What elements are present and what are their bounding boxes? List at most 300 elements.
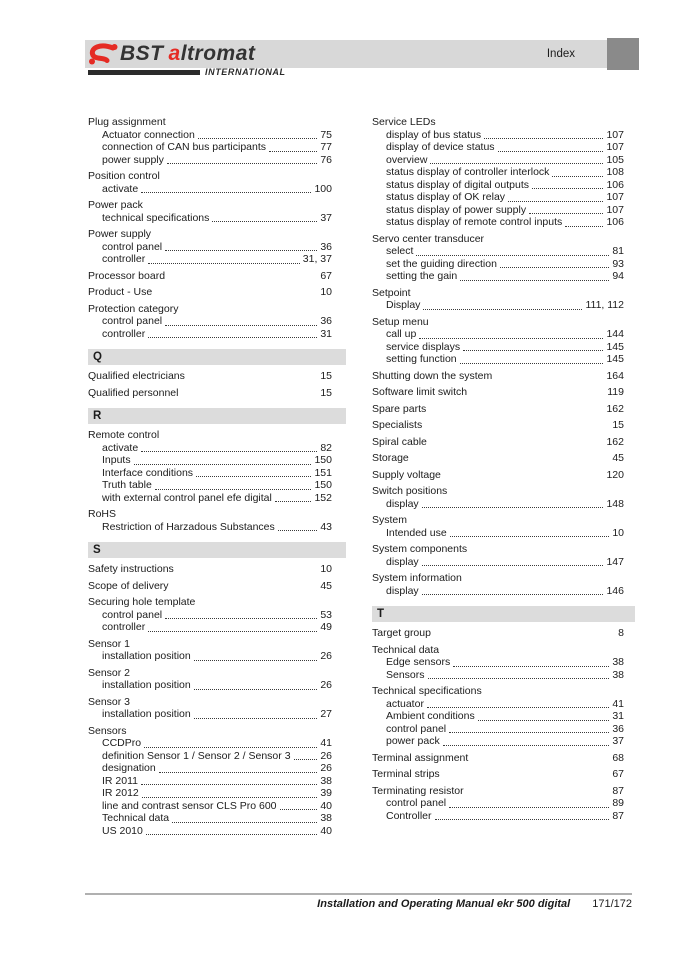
- index-entry-label: Terminal assignment: [372, 751, 469, 764]
- index-entry-label: Display: [386, 299, 421, 311]
- index-subentry: [88, 442, 346, 455]
- index-subentry: [372, 166, 635, 179]
- index-entry-label: Switch positions: [372, 485, 448, 497]
- index-entry: [372, 436, 635, 449]
- index-page-number: 40: [320, 799, 332, 812]
- index-subentry: [372, 154, 635, 167]
- dot-leader: [141, 192, 311, 193]
- index-subentry: [88, 609, 346, 622]
- index-entry: [88, 596, 346, 609]
- index-entry-label: Terminating resistor: [372, 784, 464, 797]
- index-page-number: 67: [612, 768, 624, 780]
- index-entry-label: status display of OK relay: [386, 191, 506, 203]
- index-entry: [88, 563, 346, 576]
- index-entry-label: Setup menu: [372, 315, 429, 328]
- bst-altromat-logo: [88, 42, 288, 77]
- dot-leader: [508, 201, 603, 202]
- dot-leader: [460, 363, 604, 364]
- index-entry-label: Technical specifications: [372, 685, 482, 697]
- bst-swoosh-icon: [88, 42, 118, 66]
- index-subentry: [88, 479, 346, 492]
- dot-leader: [141, 451, 317, 452]
- index-entry: [88, 370, 346, 383]
- index-page-number: 37: [320, 211, 332, 224]
- index-entry-label: System: [372, 514, 408, 526]
- index-entry: [88, 696, 346, 709]
- index-entry-label: Scope of delivery: [88, 579, 169, 592]
- index-entry-label: Restriction of Harzadous Substances: [102, 520, 275, 533]
- dot-leader: [165, 250, 317, 251]
- index-page-number: 26: [320, 650, 332, 662]
- index-page-number: 119: [607, 386, 624, 398]
- index-subentry: [372, 656, 635, 669]
- index-entry-label: status display of controller interlock: [386, 166, 550, 178]
- index-subentry: [88, 800, 346, 813]
- dot-leader: [172, 822, 317, 823]
- index-subentry: [88, 708, 346, 721]
- index-entry: [372, 233, 635, 246]
- index-entry-label: Inputs: [102, 454, 131, 466]
- index-entry-label: technical specifications: [102, 211, 210, 224]
- index-page-number: 38: [612, 668, 624, 681]
- index-subentry: [88, 787, 346, 800]
- index-entry-label: controller: [102, 327, 146, 340]
- index-entry-label: Sensors: [88, 724, 127, 737]
- index-page-number: 108: [606, 166, 624, 178]
- dot-leader: [422, 507, 604, 508]
- index-entry-label: Specialists: [372, 419, 423, 431]
- index-page-number: 10: [320, 286, 332, 298]
- index-entry-label: Sensor 2: [88, 666, 131, 679]
- index-subentry: [372, 797, 635, 810]
- index-entry-label: Spare parts: [372, 402, 427, 415]
- index-entry-label: select: [386, 245, 414, 257]
- index-page-number: 68: [612, 751, 624, 764]
- index-subentry: [88, 467, 346, 480]
- index-entry-label: Remote control: [88, 429, 160, 441]
- index-entry: [88, 508, 346, 521]
- index-page-number: 38: [320, 812, 332, 824]
- index-entry: [372, 419, 635, 432]
- index-page-number: 89: [612, 797, 624, 809]
- index-entry-label: Storage: [372, 452, 409, 464]
- index-entry: [88, 228, 346, 241]
- logo-underline-bar: [88, 70, 200, 75]
- index-entry-label: IR 2011: [102, 774, 138, 787]
- index-subentry: [372, 204, 635, 217]
- index-entry-label: Qualified personnel: [88, 386, 179, 399]
- index-entry: [372, 403, 635, 416]
- index-entry: [372, 485, 635, 498]
- index-page-number: 100: [314, 182, 332, 195]
- dot-leader: [159, 772, 318, 773]
- index-entry-label: set the guiding direction: [386, 257, 497, 270]
- dot-leader: [498, 151, 604, 152]
- index-subentry: [88, 825, 346, 838]
- index-subentry: [88, 454, 346, 467]
- index-entry-label: activate: [102, 182, 139, 195]
- dot-leader: [167, 163, 317, 164]
- logo-altromat: altromat: [168, 42, 256, 65]
- index-entry-label: display: [386, 555, 419, 568]
- index-entry: [372, 452, 635, 465]
- dot-leader: [449, 807, 609, 808]
- index-column-right: [372, 112, 635, 822]
- index-entry: [372, 752, 635, 765]
- index-entry-label: Actuator connection: [102, 128, 195, 141]
- index-subentry: [372, 129, 635, 142]
- index-subentry: [372, 328, 635, 341]
- index-entry-label: display of device status: [386, 141, 495, 153]
- index-entry-label: power supply: [102, 153, 164, 166]
- dot-leader: [196, 476, 311, 477]
- index-page-number: 31: [320, 327, 332, 340]
- index-entry: [88, 580, 346, 593]
- index-entry-label: control panel: [386, 797, 447, 809]
- footer: [85, 898, 632, 910]
- index-entry-label: definition Sensor 1 / Sensor 2 / Sensor 3: [102, 749, 291, 762]
- dot-leader: [194, 718, 318, 719]
- index-page-number: 41: [320, 737, 332, 749]
- index-entry-label: installation position: [102, 679, 191, 691]
- index-subentry: [88, 154, 346, 167]
- index-subentry: [372, 669, 635, 682]
- index-entry-label: overview: [386, 153, 428, 166]
- index-page-number: 87: [612, 809, 624, 822]
- index-subentry: [372, 810, 635, 823]
- dot-leader: [148, 263, 300, 264]
- index-subentry: [88, 621, 346, 634]
- index-page-number: 93: [612, 257, 624, 270]
- index-subentry: [88, 521, 346, 534]
- index-page-number: 150: [314, 479, 332, 491]
- dot-leader: [165, 618, 317, 619]
- index-entry-label: IR 2012: [102, 787, 139, 799]
- index-page-number: 76: [320, 153, 332, 166]
- footer-manual-title: Installation and Operating Manual ekr 500 digital: [317, 898, 571, 910]
- index-entry-label: RoHS: [88, 508, 117, 520]
- dot-leader: [443, 745, 610, 746]
- index-entry-label: control panel: [102, 608, 163, 621]
- logo-wordmark: [120, 42, 255, 66]
- index-entry-label: Plug assignment: [88, 116, 166, 128]
- index-entry-label: call up: [386, 328, 417, 340]
- index-page-number: 43: [320, 520, 332, 533]
- index-entry-label: System information: [372, 572, 462, 584]
- index-page-number: 31, 37: [302, 253, 332, 265]
- dot-leader: [144, 747, 317, 748]
- dot-leader: [427, 707, 609, 708]
- index-subentry: [372, 141, 635, 154]
- index-subentry: [372, 498, 635, 511]
- index-page-number: 145: [606, 340, 624, 353]
- dot-leader: [422, 565, 604, 566]
- dot-leader: [500, 267, 609, 268]
- index-page-number: 8: [618, 627, 624, 639]
- dot-leader: [148, 631, 317, 632]
- index-subentry: [372, 735, 635, 748]
- index-subentry: [88, 129, 346, 142]
- index-entry-label: Software limit switch: [372, 386, 468, 398]
- index-page-number: 152: [314, 491, 332, 504]
- index-page-number: 106: [606, 178, 624, 191]
- dot-leader: [212, 221, 317, 222]
- index-entry-label: Securing hole template: [88, 596, 196, 608]
- index-page-number: 10: [612, 526, 624, 539]
- dot-leader: [423, 309, 582, 310]
- index-entry: [88, 667, 346, 680]
- index-page-number: 10: [320, 563, 332, 575]
- index-entry-label: System components: [372, 543, 468, 555]
- index-section-header: R: [88, 408, 346, 424]
- index-entry-label: Power pack: [88, 199, 143, 211]
- footer-divider: [85, 893, 632, 895]
- index-entry-label: Protection category: [88, 302, 179, 315]
- index-page-number: 81: [612, 245, 624, 257]
- index-entry: [88, 638, 346, 651]
- index-page-number: 37: [612, 735, 624, 747]
- index-page-number: 27: [320, 708, 332, 720]
- index-entry-label: Supply voltage: [372, 468, 441, 481]
- index-entry-label: Sensors: [386, 668, 425, 681]
- index-page-number: 151: [314, 466, 332, 479]
- index-subentry: [372, 216, 635, 229]
- index-page-number: 75: [320, 128, 332, 141]
- logo-bst: BST: [120, 42, 164, 65]
- index-entry-label: Technical data: [102, 812, 170, 824]
- index-entry-label: Sensor 1: [88, 637, 131, 650]
- dot-leader: [460, 280, 609, 281]
- index-entry-label: setting the gain: [386, 270, 458, 282]
- index-page-number: 38: [612, 656, 624, 668]
- index-entry: [88, 387, 346, 400]
- index-entry-label: Product - Use: [88, 286, 153, 298]
- dot-leader: [430, 163, 603, 164]
- index-entry-label: display: [386, 497, 419, 510]
- index-entry-label: Setpoint: [372, 286, 411, 299]
- dot-leader: [142, 797, 318, 798]
- index-page-number: 107: [606, 128, 624, 141]
- index-column-left: [88, 112, 346, 837]
- index-entry-label: Processor board: [88, 269, 166, 282]
- index-page-number: 53: [320, 608, 332, 621]
- index-entry-label: Safety instructions: [88, 563, 174, 575]
- index-page-number: 162: [606, 402, 624, 415]
- index-entry-label: designation: [102, 762, 156, 774]
- page-section-title: Index: [546, 48, 575, 60]
- index-page-number: 164: [606, 369, 624, 382]
- index-page-number: 41: [612, 697, 624, 710]
- index-entry-label: control panel: [102, 315, 163, 327]
- dot-leader: [435, 819, 610, 820]
- index-page-number: 105: [606, 153, 624, 166]
- index-page-number: 38: [320, 774, 332, 787]
- index-subentry: [88, 328, 346, 341]
- index-page-number: 111, 112: [585, 299, 624, 311]
- index-entry-label: Controller: [386, 809, 432, 822]
- dot-leader: [529, 213, 603, 214]
- index-page-number: 26: [320, 679, 332, 691]
- index-entry-label: Truth table: [102, 479, 152, 491]
- index-page-number: 15: [320, 370, 332, 382]
- index-section-header: Q: [88, 349, 346, 365]
- index-subentry: [88, 141, 346, 154]
- index-section-header: S: [88, 542, 346, 558]
- index-page-number: 106: [606, 216, 624, 228]
- index-subentry: [372, 585, 635, 598]
- index-entry-label: Ambient conditions: [386, 710, 475, 722]
- index-subentry: [88, 812, 346, 825]
- index-entry: [372, 768, 635, 781]
- dot-leader: [428, 678, 610, 679]
- index-page-number: 15: [612, 419, 624, 431]
- index-page-number: 26: [320, 762, 332, 774]
- index-entry-label: display: [386, 584, 419, 597]
- index-page-number: 36: [612, 722, 624, 735]
- index-entry-label: Shutting down the system: [372, 369, 493, 382]
- dot-leader: [416, 255, 609, 256]
- index-subentry: [372, 191, 635, 204]
- index-subentry: [88, 183, 346, 196]
- index-subentry: [88, 679, 346, 692]
- dot-leader: [478, 720, 610, 721]
- index-subentry: [88, 315, 346, 328]
- index-subentry: [372, 179, 635, 192]
- index-entry-label: display of bus status: [386, 128, 482, 141]
- index-entry-label: activate: [102, 441, 139, 454]
- index-entry-label: installation position: [102, 708, 191, 720]
- dot-leader: [419, 338, 603, 339]
- dot-leader: [552, 176, 603, 177]
- index-subentry: [372, 341, 635, 354]
- index-entry-label: connection of CAN bus participants: [102, 141, 267, 153]
- index-entry: [88, 429, 346, 442]
- index-page-number: 67: [320, 269, 332, 282]
- index-entry: [372, 386, 635, 399]
- index-section-header: T: [372, 606, 635, 622]
- index-entry-label: control panel: [386, 722, 447, 735]
- dot-leader: [463, 350, 603, 351]
- dot-leader: [565, 226, 603, 227]
- index-subentry: [88, 750, 346, 763]
- index-entry-label: Edge sensors: [386, 656, 451, 668]
- dot-leader: [453, 666, 609, 667]
- index-entry-label: status display of digital outputs: [386, 178, 530, 191]
- index-subentry: [88, 737, 346, 750]
- index-entry: [372, 116, 635, 129]
- index-page-number: 45: [320, 579, 332, 592]
- dot-leader: [275, 501, 312, 502]
- index-subentry: [372, 698, 635, 711]
- index-entry: [88, 303, 346, 316]
- dot-leader: [148, 337, 317, 338]
- index-subentry: [372, 723, 635, 736]
- index-page-number: 39: [320, 787, 332, 799]
- dot-leader: [532, 188, 603, 189]
- index-entry-label: Service LEDs: [372, 116, 436, 128]
- index-subentry: [372, 710, 635, 723]
- index-entry-label: control panel: [102, 240, 163, 253]
- index-entry-label: CCDPro: [102, 737, 142, 749]
- dot-leader: [165, 325, 317, 326]
- index-entry: [372, 287, 635, 300]
- index-subentry: [372, 258, 635, 271]
- index-entry: [372, 514, 635, 527]
- index-page-number: 150: [314, 454, 332, 466]
- index-page-number: 144: [606, 328, 624, 340]
- index-entry-label: actuator: [386, 697, 424, 710]
- index-page-number: 77: [320, 141, 332, 153]
- index-entry: [372, 370, 635, 383]
- dot-leader: [194, 689, 318, 690]
- index-entry: [372, 572, 635, 585]
- index-page-number: 107: [606, 141, 624, 153]
- index-entry-label: Position control: [88, 170, 160, 182]
- dot-leader: [278, 530, 318, 531]
- index-entry: [372, 627, 635, 640]
- index-entry-label: power pack: [386, 735, 440, 747]
- index-entry-label: Interface conditions: [102, 466, 194, 479]
- index-page-number: 162: [606, 435, 624, 448]
- index-subentry: [372, 299, 635, 312]
- index-subentry: [88, 241, 346, 254]
- index-entry: [88, 286, 346, 299]
- index-entry-label: Terminal strips: [372, 768, 440, 780]
- index-entry-label: Power supply: [88, 228, 152, 240]
- index-page-number: 147: [606, 555, 624, 568]
- dot-leader: [294, 759, 318, 760]
- index-entry-label: Target group: [372, 627, 431, 639]
- index-subentry: [88, 775, 346, 788]
- index-page-number: 145: [606, 353, 624, 365]
- index-subentry: [372, 527, 635, 540]
- page-corner-tab: [607, 38, 639, 70]
- dot-leader: [134, 464, 312, 465]
- index-entry-label: controller: [102, 253, 146, 265]
- index-page-number: 148: [606, 497, 624, 510]
- dot-leader: [450, 536, 610, 537]
- index-entry-label: Servo center transducer: [372, 232, 485, 245]
- index-entry-label: line and contrast sensor CLS Pro 600: [102, 799, 277, 812]
- index-subentry: [88, 492, 346, 505]
- index-entry-label: US 2010: [102, 824, 143, 837]
- index-entry: [88, 199, 346, 212]
- dot-leader: [155, 489, 312, 490]
- index-subentry: [372, 270, 635, 283]
- logo-international-label: INTERNATIONAL: [205, 67, 286, 77]
- dot-leader: [141, 784, 317, 785]
- index-page-number: 36: [320, 315, 332, 327]
- index-entry-label: installation position: [102, 650, 191, 662]
- index-entry: [88, 270, 346, 283]
- index-entry: [88, 725, 346, 738]
- index-subentry: [88, 212, 346, 225]
- index-page-number: 26: [320, 749, 332, 762]
- index-entry-label: Sensor 3: [88, 695, 131, 708]
- index-page-number: 15: [320, 386, 332, 399]
- index-entry-label: Spiral cable: [372, 435, 427, 448]
- dot-leader: [198, 138, 318, 139]
- index-page-number: 82: [320, 441, 332, 454]
- dot-leader: [484, 138, 603, 139]
- index-entry-label: controller: [102, 621, 146, 633]
- dot-leader: [269, 151, 317, 152]
- index-entry: [372, 469, 635, 482]
- index-entry: [372, 644, 635, 657]
- index-subentry: [88, 650, 346, 663]
- index-page-number: 87: [612, 784, 624, 797]
- index-page-number: 40: [320, 824, 332, 837]
